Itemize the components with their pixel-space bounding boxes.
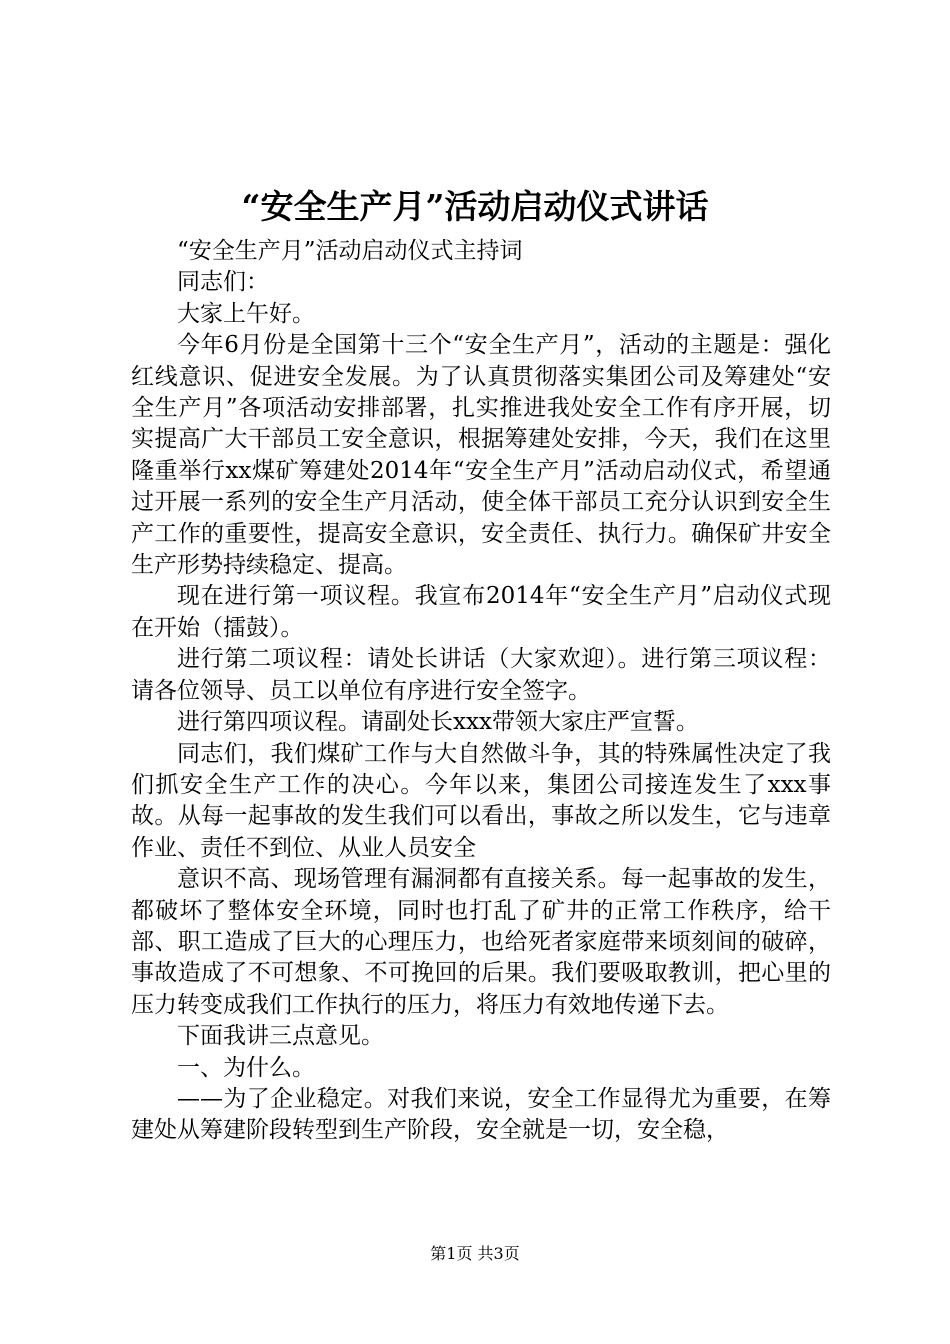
paragraph: 一、为什么。 [177, 1054, 315, 1081]
document-body [131, 236, 831, 1147]
paragraph: 大家上午好。 [177, 300, 315, 327]
paragraph: 今年6月份是全国第十三个“安全生产月”，活动的主题是：强化红线意识、促进安全发展。为了认真贯彻落实集团公司及筹建处“安全生产月”各项活动安排部署，扎实推进我处安全工作有序开展，切实提高广大干部员工安全意识，根据筹建处安排，今天，我们在这里隆重举行xx煤矿筹建处2014年“安全生产月”活动启动仪式，希望通过开展一系列的安全生产月活动，使全体干部员工充分认识到安全生产工作的重要性，提高安全意识，安全责任、执行力。确保矿井安全生产形势持续稳定、提高。 [131, 332, 831, 579]
document-title: “安全生产月”活动启动仪式讲话 [241, 187, 709, 226]
paragraph: 同志们，我们煤矿工作与大自然做斗争，其的特殊属性决定了我们抓安全生产工作的决心。今年以来，集团公司接连发生了xxx事故。从每一起事故的发生我们可以看出，事故之所以发生，它与违章作业、责任不到位、从业人员安全 [131, 740, 831, 861]
paragraph: 同志们： [177, 269, 269, 296]
paragraph: 进行第二项议程：请处长讲话（大家欢迎）。进行第三项议程：请各位领导、员工以单位有序进行安全签字。 [131, 646, 831, 704]
paragraph: ——为了企业稳定。对我们来说，安全工作显得尤为重要，在筹建处从筹建阶段转型到生产阶段，安全就是一切，安全稳， [131, 1085, 831, 1144]
paragraph: 进行第四项议程。请副处长xxx带领大家庄严宣誓。 [177, 709, 699, 736]
paragraph: 下面我讲三点意见。 [177, 1023, 384, 1050]
paragraph: 意识不高、现场管理有漏洞都有直接关系。每一起事故的发生，都破坏了整体安全环境，同时也打乱了矿井的正常工作秩序，给干部、职工造成了巨大的心理压力，也给死者家庭带来顷刻间的破碎，事故造成了不可想象、不可挽回的后果。我们要吸取教训，把心里的压力转变成我们工作执行的压力，将压力有效地传递下去。 [131, 866, 831, 1018]
paragraph: “安全生产月”活动启动仪式主持词 [177, 238, 523, 264]
paragraph: 现在进行第一项议程。我宣布2014年“安全生产月”启动仪式现在开始（擂鼓）。 [131, 583, 831, 641]
page-number-footer: 第1页 共3页 [430, 1244, 520, 1263]
